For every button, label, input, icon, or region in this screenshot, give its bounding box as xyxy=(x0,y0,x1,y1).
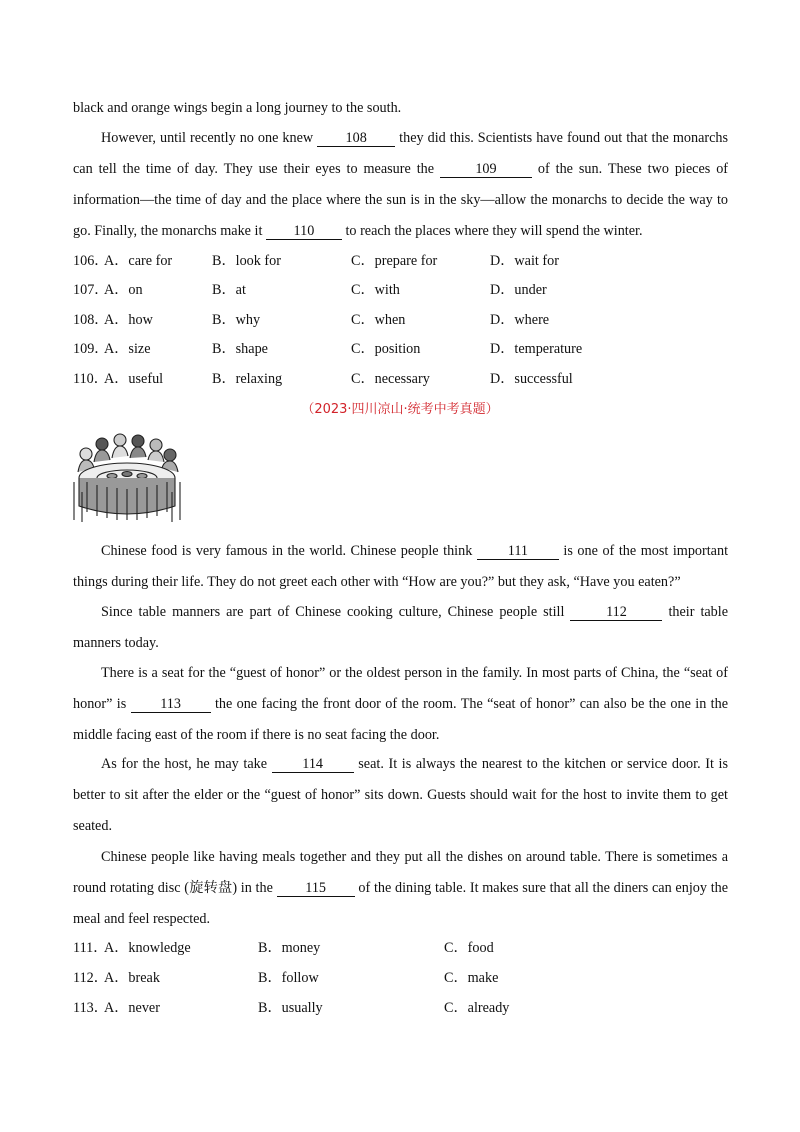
blank-111[interactable]: 111 xyxy=(477,543,559,560)
option-a[interactable]: A．break xyxy=(104,970,160,986)
passage1-paragraph: However, until recently no one knew 108 they did this. Scientists have found out that the monarchs can tell the time of day. They use their eyes to measure the 109 of the sun. These two pieces of information—the time of day and the place where the sun is in the sky—allow the monarchs to decide the way to go. Finally, the monarchs make it 110 to reach the places where they will spend the winter. xyxy=(73,130,729,239)
option-d[interactable]: D．wait for xyxy=(490,253,559,269)
blank-115[interactable]: 115 xyxy=(277,880,355,897)
option-b[interactable]: B．at xyxy=(212,282,246,298)
blank-109[interactable]: 109 xyxy=(440,161,532,178)
option-a[interactable]: A．size xyxy=(104,341,151,357)
passage1-line0: black and orange wings begin a long journey to the south. xyxy=(73,100,402,116)
option-d[interactable]: D．where xyxy=(490,312,550,328)
blank-114[interactable]: 114 xyxy=(272,756,354,773)
option-a[interactable]: A．never xyxy=(104,1000,160,1016)
question-number: 108． xyxy=(73,312,109,328)
option-b[interactable]: B．money xyxy=(258,940,321,956)
dining-table-icon xyxy=(72,432,182,524)
option-b[interactable]: B．follow xyxy=(258,970,319,986)
blank-112[interactable]: 112 xyxy=(570,604,662,621)
passage2-paragraph5: Chinese people like having meals together and they put all the dishes on around table. There is sometimes a round rotating disc (旋转盘) in the 115 of the dining table. It makes sure that all the diners can enjoy the meal and feel respected. xyxy=(73,849,729,927)
option-b[interactable]: B．why xyxy=(212,312,261,328)
option-b[interactable]: B．relaxing xyxy=(212,371,283,387)
passage2-paragraph2: Since table manners are part of Chinese cooking culture, Chinese people still 112 their table manners today. xyxy=(73,604,729,651)
option-c[interactable]: C．with xyxy=(351,282,400,298)
option-d[interactable]: D．under xyxy=(490,282,547,298)
option-c[interactable]: C．when xyxy=(351,312,406,328)
option-a[interactable]: A．knowledge xyxy=(104,940,191,956)
question-number: 110． xyxy=(73,371,108,387)
question-number: 111． xyxy=(73,940,108,956)
question-number: 112． xyxy=(73,970,108,986)
option-c[interactable]: C．prepare for xyxy=(351,253,438,269)
option-a[interactable]: A．useful xyxy=(104,371,164,387)
option-a[interactable]: A．how xyxy=(104,312,153,328)
option-d[interactable]: D．successful xyxy=(490,371,573,387)
option-d[interactable]: D．temperature xyxy=(490,341,583,357)
option-c[interactable]: C．food xyxy=(444,940,494,956)
blank-110[interactable]: 110 xyxy=(266,223,342,240)
option-b[interactable]: B．look for xyxy=(212,253,281,269)
option-a[interactable]: A．on xyxy=(104,282,143,298)
option-c[interactable]: C．make xyxy=(444,970,499,986)
dining-table-illustration xyxy=(72,432,182,524)
blank-108[interactable]: 108 xyxy=(317,130,395,147)
passage2-paragraph1: Chinese food is very famous in the world. Chinese people think 111 is one of the most important things during their life. They do not greet each other with “How are you?” but they ask, “Have you eaten?” xyxy=(73,543,729,590)
passage2-paragraph3: There is a seat for the “guest of honor” or the oldest person in the family. In most parts of China, the “seat of honor” is 113 the one facing the front door of the room. The “seat of honor” can also be the one in the middle facing east of the room if there is no seat facing the door. xyxy=(73,665,728,743)
blank-113[interactable]: 113 xyxy=(131,696,211,713)
option-c[interactable]: C．already xyxy=(444,1000,510,1016)
option-b[interactable]: B．shape xyxy=(212,341,268,357)
question-number: 113． xyxy=(73,1000,108,1016)
passage2-paragraph4: As for the host, he may take 114 seat. It is always the nearest to the kitchen or service door. It is better to sit after the elder or the “guest of honor” sits down. Guests should wait for the host to invite them to get seated. xyxy=(73,756,728,834)
question-number: 106． xyxy=(73,253,109,269)
option-c[interactable]: C．position xyxy=(351,341,421,357)
question-number: 109． xyxy=(73,341,109,357)
option-c[interactable]: C．necessary xyxy=(351,371,430,387)
option-a[interactable]: A．care for xyxy=(104,253,173,269)
question-number: 107． xyxy=(73,282,109,298)
source-label: （2023·四川凉山·统考中考真题） xyxy=(301,402,499,417)
option-b[interactable]: B．usually xyxy=(258,1000,323,1016)
